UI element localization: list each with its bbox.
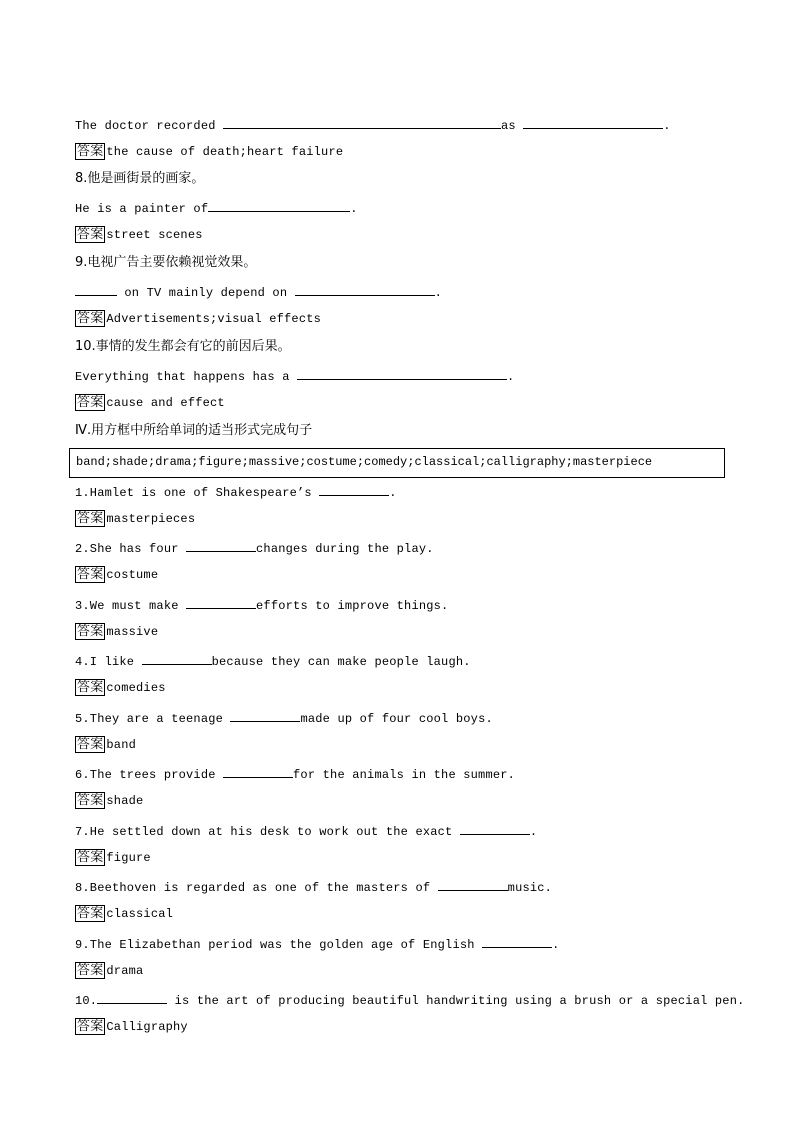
s4-q10-before: 10.: [75, 994, 98, 1008]
q10-text-a: Everything that happens has a: [75, 370, 298, 384]
s4-q1-answer: [75, 510, 195, 527]
s4-q7-answer: [75, 849, 151, 866]
s4-q3-answer: [75, 623, 158, 640]
word-box-text: band;shade;drama;figure;massive;costume;comedy;classical;calligraphy;masterpiece: [76, 455, 653, 469]
q7-blank-2: [523, 116, 663, 129]
s4-q2-after: changes during the play.: [256, 542, 434, 556]
q7-text-b: as: [501, 119, 524, 133]
answer-text: Calligraphy: [106, 1020, 188, 1034]
s4-q8-after: music.: [507, 881, 553, 895]
q9-blank-1: [75, 283, 117, 296]
q9-text-a: on TV mainly depend on: [117, 286, 295, 300]
s4-q10-after: is the art of producing beautiful handwriting using a brush or a special pen.: [167, 994, 745, 1008]
s4-q9-sentence: [75, 935, 559, 953]
answer-label: 答案: [77, 227, 104, 242]
answer-text: cause and effect: [106, 396, 225, 410]
s4-q5-answer: [75, 736, 136, 753]
s4-q3-blank: [186, 596, 256, 609]
answer-label: 答案: [77, 567, 104, 582]
q9-sentence: [75, 283, 442, 301]
s4-q5-before: 5.They are a teenage: [75, 712, 231, 726]
q8-sentence: [75, 199, 358, 217]
s4-q3-after: efforts to improve things.: [256, 599, 449, 613]
answer-text: shade: [106, 794, 144, 808]
q7-answer: [75, 143, 343, 160]
s4-q4-before: 4.I like: [75, 655, 142, 669]
q8-text-b: .: [350, 202, 358, 216]
s4-q6-after: for the animals in the summer.: [293, 768, 516, 782]
s4-q8-blank: [438, 878, 508, 891]
answer-label: 答案: [77, 906, 104, 921]
answer-text: the cause of death;heart failure: [106, 145, 344, 159]
s4-q7-after: .: [529, 825, 538, 839]
s4-q4-after: because they can make people laugh.: [211, 655, 471, 669]
s4-q2-answer: [75, 566, 158, 583]
answer-text: massive: [106, 625, 159, 639]
answer-text: figure: [106, 851, 151, 865]
s4-q6-before: 6.The trees provide: [75, 768, 224, 782]
answer-label: 答案: [77, 395, 104, 410]
s4-q4-answer: [75, 679, 166, 696]
s4-q10-sentence: [75, 991, 745, 1009]
answer-text: comedies: [106, 681, 166, 695]
q7-text-a: The doctor recorded: [75, 119, 224, 133]
s4-q2-before: 2.She has four: [75, 542, 187, 556]
q7-text-c: .: [663, 119, 671, 133]
q9-blank-2: [295, 283, 435, 296]
answer-label: 答案: [77, 680, 104, 695]
s4-q6-sentence: [75, 765, 515, 783]
s4-q4-sentence: [75, 652, 471, 670]
answer-label: 答案: [77, 1019, 104, 1034]
answer-text: Advertisements;visual effects: [106, 312, 322, 326]
answer-text: masterpieces: [106, 512, 196, 526]
s4-q2-blank: [186, 539, 256, 552]
answer-text: classical: [106, 907, 174, 921]
q8-answer: [75, 226, 203, 243]
s4-q1-sentence: [75, 483, 397, 501]
answer-label: 答案: [77, 144, 104, 159]
q10-blank: [297, 367, 507, 380]
s4-q9-after: .: [552, 938, 560, 952]
s4-q8-before: 8.Beethoven is regarded as one of the masters of: [75, 881, 438, 895]
word-box: [69, 448, 725, 478]
answer-label: 答案: [77, 624, 104, 639]
q9-answer: [75, 310, 321, 327]
s4-q10-answer: [75, 1018, 188, 1035]
q9-text-b: .: [434, 286, 443, 300]
s4-q1-after: .: [389, 486, 397, 500]
s4-q7-sentence: [75, 822, 537, 840]
q10-answer: [75, 394, 225, 411]
s4-q5-blank: [230, 709, 300, 722]
answer-label: 答案: [77, 311, 104, 326]
answer-label: 答案: [77, 793, 104, 808]
s4-q9-blank: [482, 935, 552, 948]
s4-q8-sentence: [75, 878, 552, 896]
s4-q7-before: 7.He settled down at his desk to work out the exact: [75, 825, 460, 839]
s4-q5-after: made up of four cool boys.: [300, 712, 493, 726]
answer-text: costume: [106, 568, 159, 582]
answer-text: drama: [106, 964, 144, 978]
q9-prompt: 9.电视广告主要依赖视觉效果。: [75, 255, 257, 270]
q8-prompt: 8.他是画街景的画家。: [75, 171, 205, 186]
section4-heading: Ⅳ.用方框中所给单词的适当形式完成句子: [75, 423, 313, 438]
s4-q8-answer: [75, 905, 173, 922]
answer-label: 答案: [77, 737, 104, 752]
answer-text: band: [106, 738, 137, 752]
answer-label: 答案: [77, 850, 104, 865]
s4-q9-answer: [75, 962, 143, 979]
s4-q10-blank: [97, 991, 167, 1004]
s4-q9-before: 9.The Elizabethan period was the golden age of English: [75, 938, 483, 952]
s4-q5-sentence: [75, 709, 493, 727]
s4-q2-sentence: [75, 539, 434, 557]
s4-q3-sentence: [75, 596, 448, 614]
q8-blank: [208, 199, 350, 212]
answer-label: 答案: [77, 511, 104, 526]
s4-q4-blank: [142, 652, 212, 665]
s4-q7-blank: [460, 822, 530, 835]
q7-blank-1: [223, 116, 501, 129]
q10-prompt: 10.事情的发生都会有它的前因后果。: [75, 339, 291, 354]
s4-q1-before: 1.Hamlet is one of Shakespeare’s: [75, 486, 320, 500]
q10-sentence: [75, 367, 514, 385]
q7-sentence: [75, 116, 671, 134]
answer-label: 答案: [77, 963, 104, 978]
s4-q6-answer: [75, 792, 143, 809]
s4-q6-blank: [223, 765, 293, 778]
answer-text: street scenes: [106, 228, 203, 242]
q10-text-b: .: [507, 370, 515, 384]
q8-text-a: He is a painter of: [75, 202, 209, 216]
s4-q1-blank: [319, 483, 389, 496]
s4-q3-before: 3.We must make: [75, 599, 187, 613]
